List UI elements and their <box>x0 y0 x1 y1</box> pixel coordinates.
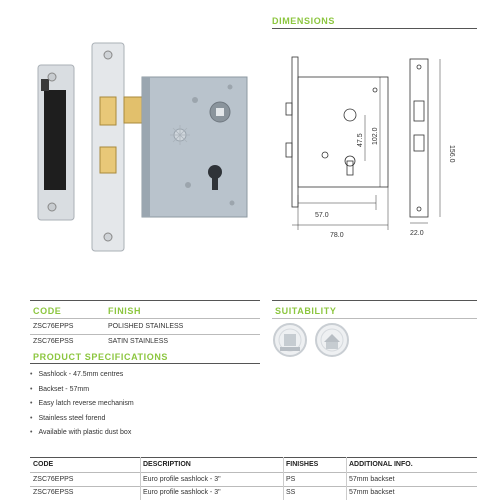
suitability-rule <box>272 318 477 319</box>
order-table-header-rule <box>30 472 477 473</box>
spec-item: • Available with plastic dust box <box>30 428 134 443</box>
finish-header: FINISH <box>108 306 142 316</box>
code-row-1-finish: POLISHED STAINLESS <box>108 323 184 330</box>
order-table-row-rule <box>30 486 477 487</box>
spec-item: • Backset - 57mm <box>30 385 134 400</box>
code-table-top-rule <box>30 300 260 301</box>
code-row-2-code: ZSC76EPSS <box>33 338 74 345</box>
dim-height: 102.0 <box>372 127 379 145</box>
order-col-divider <box>140 457 141 500</box>
dim-width: 78.0 <box>330 232 344 239</box>
dimensions-title: DIMENSIONS <box>272 16 336 26</box>
order-table-top-rule <box>30 457 477 458</box>
suitability-top-rule <box>272 300 477 301</box>
order-row-2-finish: SS <box>286 489 296 496</box>
order-header-finishes: FINISHES <box>286 461 319 468</box>
dim-backset: 57.0 <box>315 212 329 219</box>
dim-forend-width: 22.0 <box>410 230 424 237</box>
dim-forend-height: 156.0 <box>448 145 455 163</box>
dimension-drawing <box>280 45 480 245</box>
suitability-icon-residential <box>314 322 350 358</box>
code-row-1-code: ZSC76EPPS <box>33 323 74 330</box>
spec-item: • Stainless steel forend <box>30 414 134 429</box>
spec-rule <box>30 363 260 364</box>
order-row-2-info: 57mm backset <box>349 489 395 496</box>
drawing-forend <box>410 59 428 217</box>
order-row-1-description: Euro profile sashlock - 3" <box>143 476 221 483</box>
lock-case <box>142 77 247 217</box>
order-row-1-info: 57mm backset <box>349 476 395 483</box>
order-header-additional-info: ADDITIONAL INFO. <box>349 461 413 468</box>
latch-bolt <box>124 97 142 123</box>
order-col-divider <box>346 457 347 500</box>
spec-title: PRODUCT SPECIFICATIONS <box>33 352 169 362</box>
order-row-1-finish: PS <box>286 476 296 483</box>
order-row-1-code: ZSC76EPPS <box>33 476 74 483</box>
product-photo <box>30 35 260 260</box>
strike-plate <box>38 65 74 220</box>
order-col-divider <box>283 457 284 500</box>
dimensions-rule <box>272 28 477 29</box>
suitability-title: SUITABILITY <box>275 306 337 316</box>
spec-item: • Easy latch reverse mechanism <box>30 399 134 414</box>
suitability-icon-office <box>272 322 308 358</box>
code-table-row-rule <box>30 334 260 335</box>
forend <box>92 43 124 251</box>
order-row-2-code: ZSC76EPSS <box>33 489 74 496</box>
code-table-header-rule <box>30 318 260 319</box>
order-header-code: CODE <box>33 461 54 468</box>
spec-item: • Sashlock - 47.5mm centres <box>30 370 134 385</box>
order-header-description: DESCRIPTION <box>143 461 191 468</box>
order-row-2-description: Euro profile sashlock - 3" <box>143 489 221 496</box>
code-header: CODE <box>33 306 62 316</box>
spec-list <box>30 370 134 443</box>
dim-centres: 47.5 <box>357 133 364 147</box>
code-row-2-finish: SATIN STAINLESS <box>108 338 169 345</box>
